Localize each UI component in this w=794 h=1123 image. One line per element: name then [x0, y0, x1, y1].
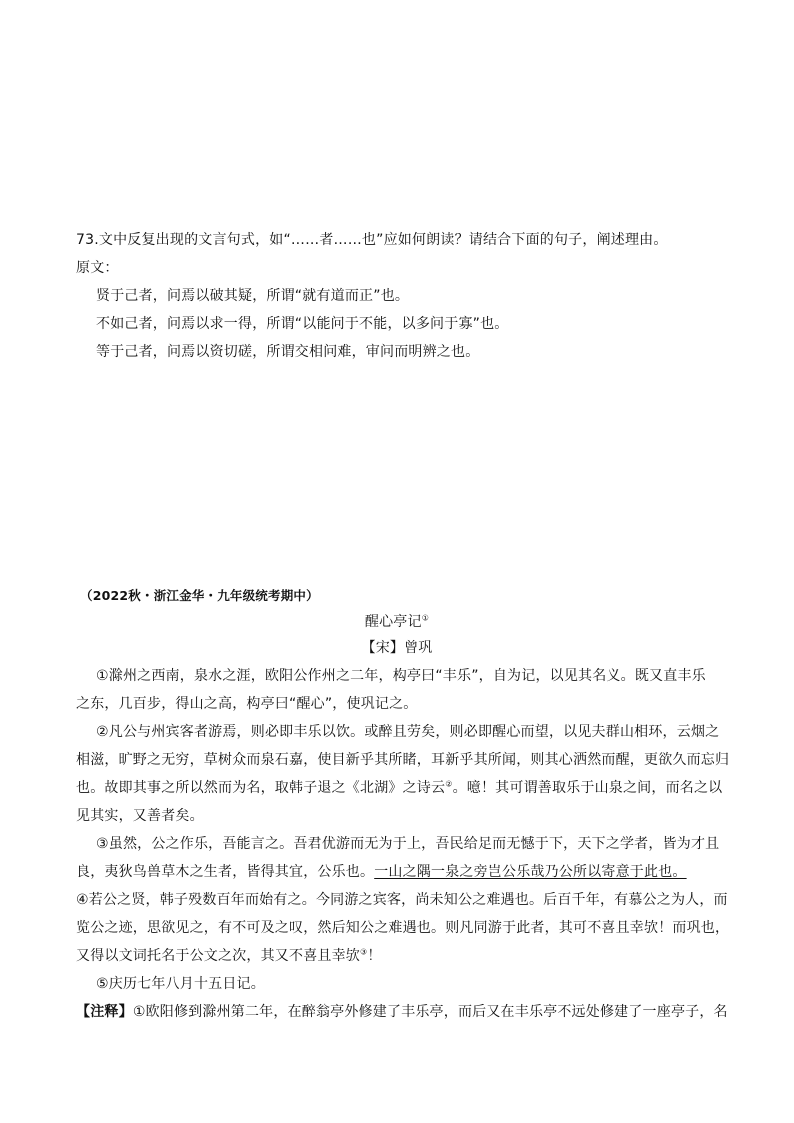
p4-c-pre: 又得以文词托名于公文之次，其又不喜且幸欤 — [76, 948, 360, 964]
paragraph-1-line-1: ①滁州之西南，泉水之涯，欧阳公作州之二年，构亭曰“丰乐”，自为记，以见其名义。既又直丰乐 — [96, 668, 706, 684]
question-text: 73.文中反复出现的文言句式，如“……者……也”应如何朗读？请结合下面的句子，阐述理由。 — [76, 232, 668, 248]
paragraph-3-line-1: ③虽然，公之作乐，吾能言之。吾君优游而无为于上，吾民给足而无憾于下，天下之学者，皆为才且 — [96, 836, 720, 852]
paragraph-4-line-2: 览公之迹，思欲见之，有不可及之叹，然后知公之难遇也。则凡同游于此者，其可不喜且幸欤！而巩也， — [76, 920, 730, 936]
p4-note-marker: ③ — [360, 947, 368, 957]
paragraph-5: ⑤庆历七年八月十五日记。 — [96, 976, 265, 992]
title-note-marker: ① — [421, 613, 430, 623]
passage-title — [0, 612, 794, 632]
original-line-1: 贤于己者，问焉以破其疑，所谓“就有道而正”也。 — [96, 288, 410, 304]
paragraph-2-line-2: 相滋，旷野之无穷，草树众而泉石嘉，使目新乎其所睹，耳新乎其所闻，则其心洒然而醒，更欲久而忘归 — [76, 752, 730, 768]
p2-note-marker: ② — [445, 779, 453, 789]
note-label: 【注释】 — [76, 1004, 133, 1020]
underlined-sentence: 一山之隅一泉之旁岂公乐哉乃公所以寄意于此也。 — [374, 864, 687, 880]
passage-author: 【宋】曾巩 — [361, 640, 433, 656]
p2-c-pre: 也。故即其事之所以然而为名，取韩子退之《北湖》之诗云 — [76, 780, 446, 796]
paragraph-1-line-2: 之东，几百步，得山之高，构亭曰“醒心”，使巩记之。 — [76, 696, 418, 712]
original-label: 原文： — [76, 260, 119, 276]
original-line-3: 等于己者，问焉以资切磋，所谓交相问难，审问而明辨之也。 — [96, 344, 480, 360]
paragraph-4-line-3 — [76, 946, 382, 966]
paragraph-4-line-1: ④若公之贤，韩子殁数百年而始有之。今同游之宾客，尚未知公之难遇也。后百千年，有慕公之为人，而 — [76, 892, 728, 908]
source-label: （2022秋・浙江金华・九年级统考期中） — [80, 588, 319, 603]
p4-c-post: ！ — [367, 948, 382, 964]
paragraph-2-line-3 — [76, 778, 722, 798]
note-text: ①欧阳修到滁州第二年，在醉翁亭外修建了丰乐亭，而后又在丰乐亭不远处修建了一座亭子，名 — [132, 1004, 728, 1020]
original-line-2: 不如己者，问焉以求一得，所谓“以能问于不能，以多问于寡”也。 — [96, 316, 509, 332]
paragraph-2-line-1: ②凡公与州宾客者游焉，则必即丰乐以饮。或醉且劳矣，则必即醒心而望，以见夫群山相环，云烟之 — [96, 724, 720, 740]
paragraph-2-line-4: 见其实，又善者矣。 — [76, 808, 204, 824]
title-text: 醒心亭记 — [364, 614, 422, 630]
p3-b-pre: 良，夷狄鸟兽草木之生者，皆得其宜，公乐也。 — [76, 864, 375, 880]
p2-c-post: 。噫！其可谓善取乐于山泉之间，而名之以 — [452, 780, 723, 796]
paragraph-3-line-2 — [76, 862, 687, 882]
note-line — [76, 1002, 728, 1022]
